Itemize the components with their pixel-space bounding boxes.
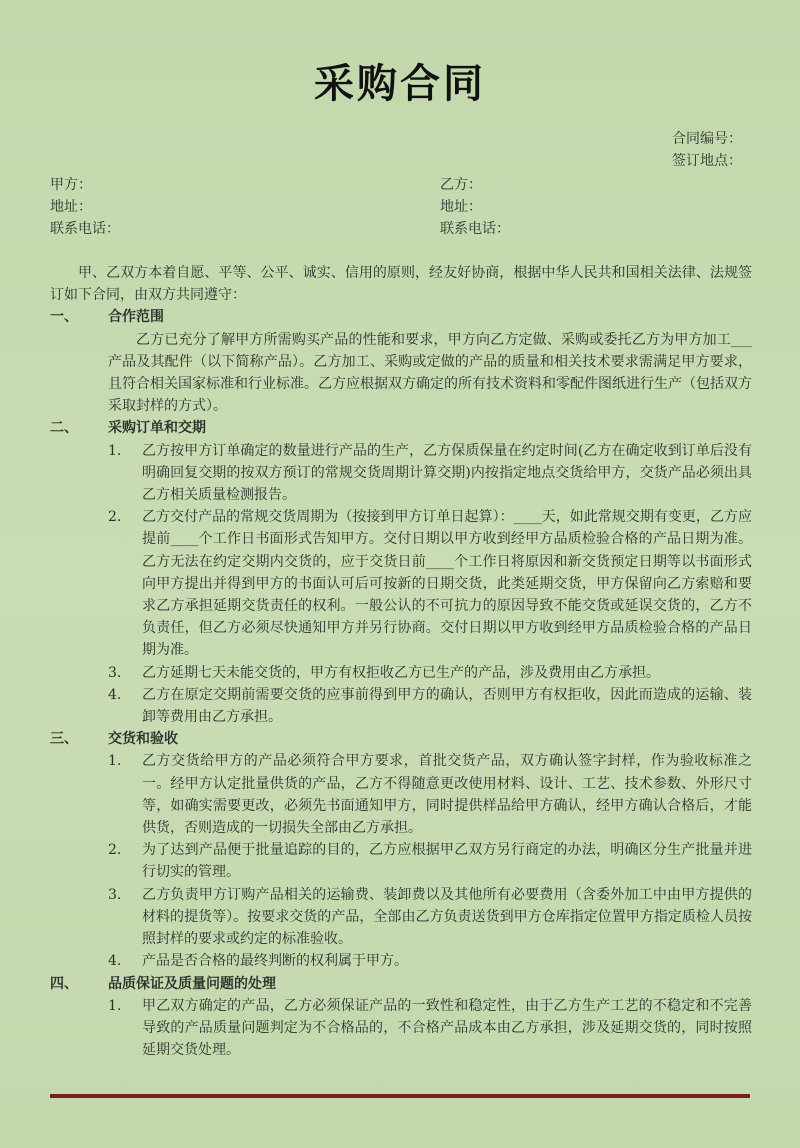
clause-text: 乙方按甲方订单确定的数量进行产品的生产，乙方保质保量在约定时间(乙方在确定收到订单后没有明确回复交期的按双方预订的常规交货周期计算交期)内按指定地点交货给甲方，交货产品必须出具乙方相关质量检测报告。 — [142, 442, 752, 504]
clause-text: 产品是否合格的最终判断的权利属于甲方。 — [142, 953, 408, 970]
clause-number: 2. — [108, 842, 122, 859]
party-a-name-label: 甲方： — [50, 177, 92, 193]
section-heading — [50, 728, 752, 750]
clause-item — [50, 995, 752, 1062]
clause-text: 乙方在原定交期前需要交货的应事前得到甲方的确认，否则甲方有权拒收，因此而造成的运输、装卸等费用由乙方承担。 — [142, 686, 752, 726]
party-a-address-label: 地址： — [50, 199, 92, 215]
clause-item — [50, 440, 752, 507]
bottom-divider — [50, 1094, 750, 1098]
clause-item — [50, 750, 752, 839]
page-title: 采购合同 — [314, 61, 486, 107]
clause-number: 3. — [108, 664, 122, 681]
contract-number-label: 合同编号： — [672, 131, 742, 147]
section-title: 品质保证及质量问题的处理 — [108, 975, 276, 992]
clause-number: 4. — [108, 953, 122, 970]
section-paragraph: 乙方已充分了解甲方所需购买产品的性能和要求，甲方向乙方定做、采购或委托乙方为甲方加工___产品及其配件（以下简称产品）。乙方加工、采购或定做的产品的质量和相关技术要求需满足甲方要求，且符合相关国家标准和行业标准。乙方应根据双方确定的所有技术资料和零配件图纸进行生产（包括双方采取封样的方式）。 — [108, 331, 752, 415]
clause-item — [50, 950, 752, 972]
clause-text: 乙方交付产品的常规交货周期为（按接到甲方订单日起算）：____天，如此常规交期有变更，乙方应提前____个工作日书面形式告知甲方。交付日期以甲方收到经甲方品质检验合格的产品日期为准。乙方无法在约定交期内交货的，应于交货日前____个工作日将原因和新交货预定日期等以书面形式向甲方提出并得到甲方的书面认可后可按新的日期交货，此类延期交货，甲方保留向乙方索赔和要求乙方承担延期交货责任的权利。一般公认的不可抗力的原因导致不能交货或延误交货的，乙方不负责任，但乙方必须尽快通知甲方并另行协商。交付日期以甲方收到经甲方品质检验合格的产品日期为准。 — [142, 509, 752, 659]
clause-item — [50, 506, 752, 661]
clause-text: 甲乙双方确定的产品，乙方必须保证产品的一致性和稳定性，由于乙方生产工艺的不稳定和不完善导致的产品质量问题判定为不合格品的，不合格产品成本由乙方承担，涉及延期交货的，同时按照延期交货处理。 — [142, 997, 752, 1059]
party-b-phone-label: 联系电话： — [440, 221, 510, 237]
clause-number: 1. — [108, 997, 122, 1014]
clause-number: 2. — [108, 509, 122, 526]
sign-place-label: 签订地点： — [672, 153, 742, 169]
clause-number: 1. — [108, 442, 122, 459]
clause-item — [50, 839, 752, 883]
section-title: 采购订单和交期 — [108, 420, 206, 437]
section-number: 三、 — [50, 731, 78, 748]
clause-number: 3. — [108, 886, 122, 903]
section-number: 二、 — [50, 420, 78, 437]
intro-paragraph: 甲、乙双方本着自愿、平等、公平、诚实、信用的原则，经友好协商，根据中华人民共和国相关法律、法规签订如下合同，由双方共同遵守： — [50, 265, 752, 304]
contract-body — [50, 262, 752, 1061]
clause-text: 为了达到产品便于批量追踪的目的，乙方应根据甲乙双方另行商定的办法，明确区分生产批量并进行切实的管理。 — [142, 842, 752, 881]
clause-item — [50, 662, 752, 684]
section-number: 一、 — [50, 309, 78, 326]
section-title: 交货和验收 — [108, 731, 178, 748]
section-title: 合作范围 — [108, 309, 164, 326]
party-a-phone-label: 联系电话： — [50, 221, 120, 237]
section-heading — [50, 417, 752, 439]
clause-text: 乙方延期七天未能交货的，甲方有权拒收乙方已生产的产品，涉及费用由乙方承担。 — [142, 664, 660, 681]
section-heading — [50, 306, 752, 328]
clause-number: 4. — [108, 686, 122, 703]
clause-item — [50, 684, 752, 728]
clause-number: 1. — [108, 753, 122, 770]
section-heading — [50, 973, 752, 995]
clause-text: 乙方负责甲方订购产品相关的运输费、装卸费以及其他所有必要费用（含委外加工中由甲方提供的材料的提货等）。按要求交货的产品，全部由乙方负责送货到甲方仓库指定位置甲方指定质检人员按照封样的要求或约定的标准验收。 — [142, 886, 752, 948]
clause-text: 乙方交货给甲方的产品必须符合甲方要求，首批交货产品，双方确认签字封样，作为验收标准之一。经甲方认定批量供货的产品，乙方不得随意更改使用材料、设计、工艺、技术参数、外形尺寸等，如确实需要更改，必须先书面通知甲方，同时提供样品给甲方确认，经甲方确认合格后，才能供货，否则造成的一切损失全部由乙方承担。 — [142, 753, 752, 837]
clause-item — [50, 884, 752, 951]
party-b-name-label: 乙方： — [440, 177, 482, 193]
party-b-address-label: 地址： — [440, 199, 482, 215]
section-number: 四、 — [50, 975, 78, 992]
